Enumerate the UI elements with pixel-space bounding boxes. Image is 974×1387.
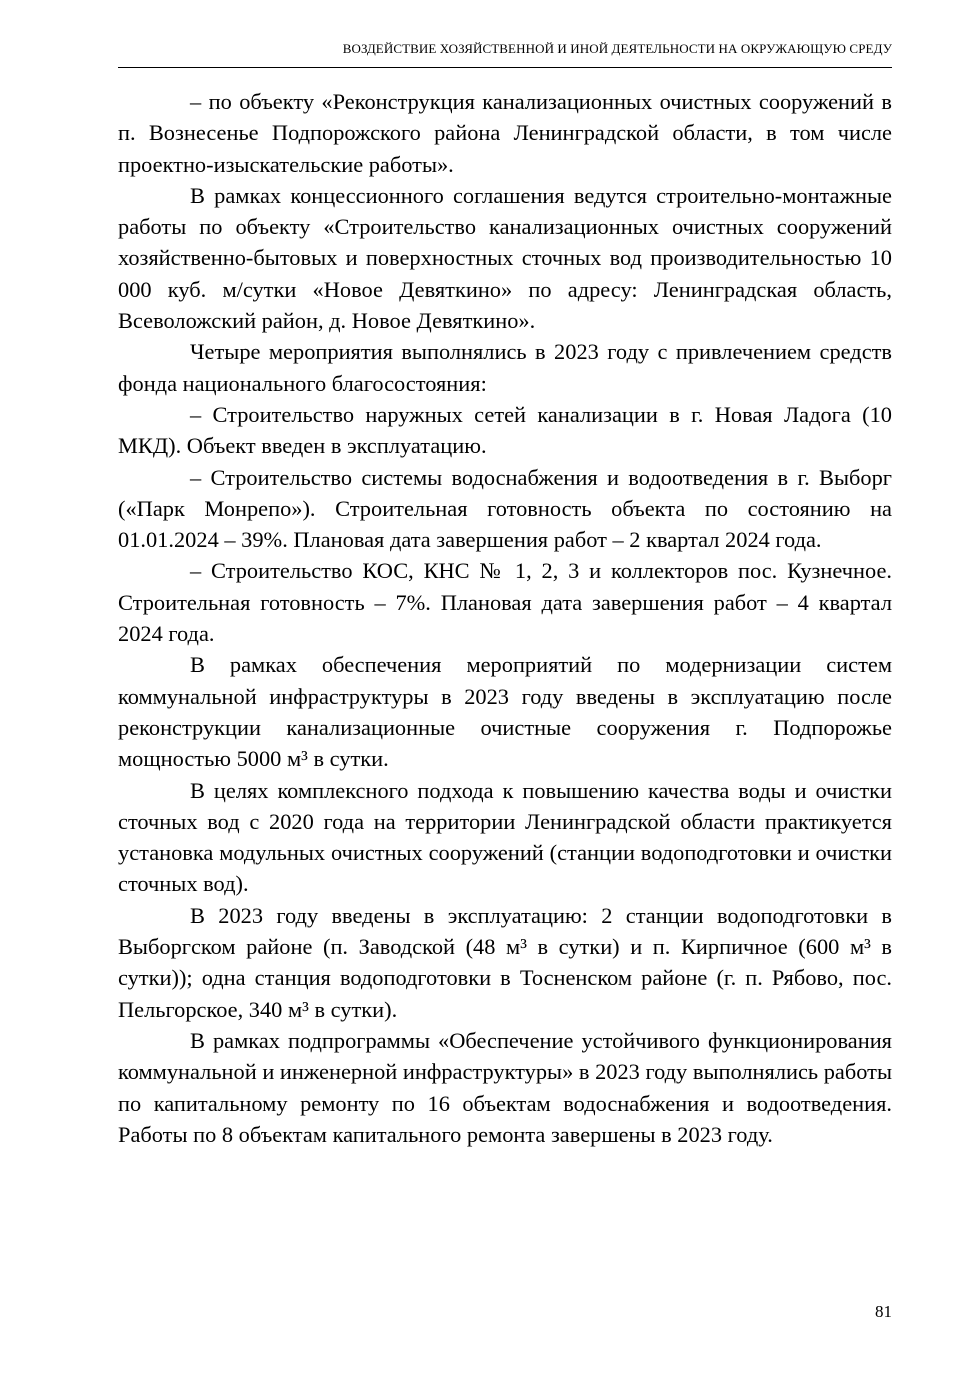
paragraph: – Строительство КОС, КНС № 1, 2, 3 и коллекторов пос. Кузнечное. Строительная готовность – 7%. Плановая дата завершения работ – 4 квартал 2024 года. <box>118 558 892 647</box>
paragraph: В целях комплексного подхода к повышению качества воды и очистки сточных вод с 2020 года на территории Ленинградской области практикуется установка модульных очистных сооружений (станции водоподготовки и очистки сточных вод). <box>118 777 892 897</box>
paragraph: – по объекту «Реконструкция канализационных очистных сооружений в п. Вознесенье Подпорожского района Ленинградской области, в том числе проектно-изыскательские работы». <box>118 89 892 177</box>
running-head: ВОЗДЕЙСТВИЕ ХОЗЯЙСТВЕННОЙ И ИНОЙ ДЕЯТЕЛЬНОСТИ НА ОКРУЖАЮЩУЮ СРЕДУ <box>342 41 892 56</box>
paragraph: В рамках обеспечения мероприятий по модернизации систем коммунальной инфраструктуры в 2023 году введены в эксплуатацию после реконструкции канализационные очистные сооружения г. Подпорожье мощностью 5000 м³ в сутки. <box>118 652 892 772</box>
paragraph: В рамках подпрограммы «Обеспечение устойчивого функционирования коммунальной и инженерной инфраструктуры» в 2023 году выполнялись работы по капитальному ремонту по 16 объектам водоснабжения и водоотведения. Работы по 8 объектам капитального ремонта завершены в 2023 году. <box>118 1027 892 1147</box>
paragraph: В рамках концессионного соглашения ведутся строительно-монтажные работы по объекту «Строительство канализационных очистных сооружений хозяйственно-бытовых и поверхностных сточных вод производительностью 10 000 куб. м/сутки «Новое Девяткино» по адресу: Ленинградская область, Всеволожский район, д. Новое Девяткино». <box>118 182 892 334</box>
document-body <box>118 86 892 1150</box>
paragraph: – Строительство системы водоснабжения и водоотведения в г. Выборг («Парк Монрепо»). Строительная готовность объекта по состоянию на 01.01.2024 – 39%. Плановая дата завершения работ – 2 квартал 2024 года. <box>118 464 892 553</box>
paragraph: – Строительство наружных сетей канализации в г. Новая Ладога (10 МКД). Объект введен в эксплуатацию. <box>118 401 892 459</box>
page-number: 81 <box>875 1302 892 1321</box>
paragraph: В 2023 году введены в эксплуатацию: 2 станции водоподготовки в Выборгском районе (п. Заводской (48 м³ в сутки) и п. Кирпичное (600 м³ в сутки)); одна станция водоподготовки в Тосненском районе (г. п. Рябово, пос. Пельгорское, 340 м³ в сутки). <box>118 902 892 1022</box>
header-divider <box>118 67 892 68</box>
paragraph: Четыре мероприятия выполнялись в 2023 году с привлечением средств фонда национального благосостояния: <box>118 339 892 396</box>
